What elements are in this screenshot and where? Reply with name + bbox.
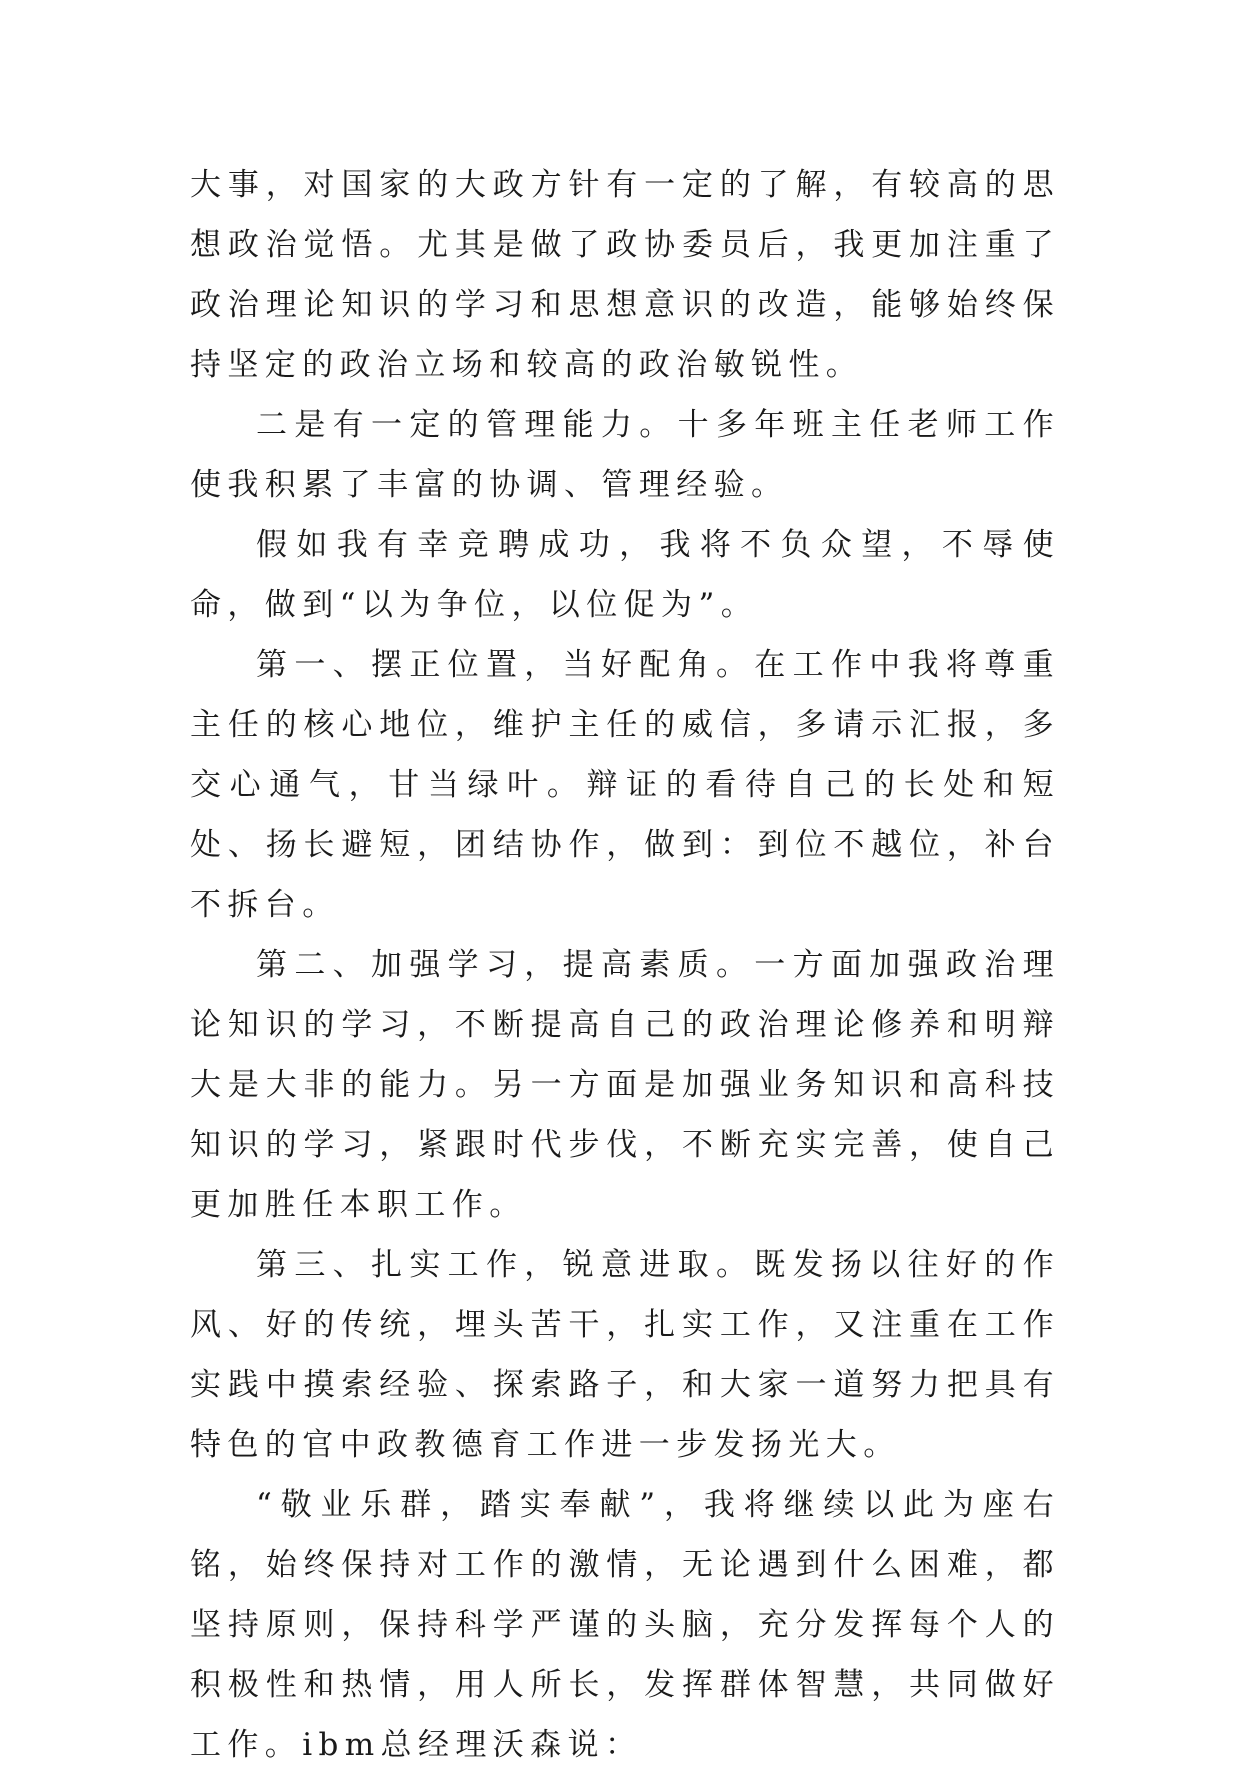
paragraph-2: 二是有一定的管理能力。十多年班主任老师工作使我积累了丰富的协调、管理经验。 <box>190 407 1060 503</box>
paragraph-1: 大事，对国家的大政方针有一定的了解，有较高的思想政治觉悟。尤其是做了政协委员后，我更加注重了政治理论知识的学习和思想意识的改造，能够始终保持坚定的政治立场和较高的政治敏锐性。 <box>190 167 1060 383</box>
paragraph-4: 第一、摆正位置，当好配角。在工作中我将尊重主任的核心地位，维护主任的威信，多请示汇报，多交心通气，甘当绿叶。辩证的看待自己的长处和短处、扬长避短，团结协作，做到：到位不越位，补台不拆台。 <box>190 647 1060 923</box>
paragraph-5: 第二、加强学习，提高素质。一方面加强政治理论知识的学习，不断提高自己的政治理论修养和明辩大是大非的能力。另一方面是加强业务知识和高科技知识的学习，紧跟时代步伐，不断充实完善，使自己更加胜任本职工作。 <box>190 947 1060 1223</box>
paragraph-3: 假如我有幸竞聘成功，我将不负众望，不辱使命，做到“以为争位，以位促为”。 <box>190 527 1060 623</box>
paragraph-7: “敬业乐群，踏实奉献”，我将继续以此为座右铭，始终保持对工作的激情，无论遇到什么困难，都坚持原则，保持科学严谨的头脑，充分发挥每个人的积极性和热情，用人所长，发挥群体智慧，共同做好工作。ibm总经理沃森说： <box>190 1487 1060 1763</box>
paragraph-6: 第三、扎实工作，锐意进取。既发扬以往好的作风、好的传统，埋头苦干，扎实工作，又注重在工作实践中摸索经验、探索路子，和大家一道努力把具有特色的官中政教德育工作进一步发扬光大。 <box>190 1247 1060 1463</box>
document-body <box>190 155 1060 1775</box>
